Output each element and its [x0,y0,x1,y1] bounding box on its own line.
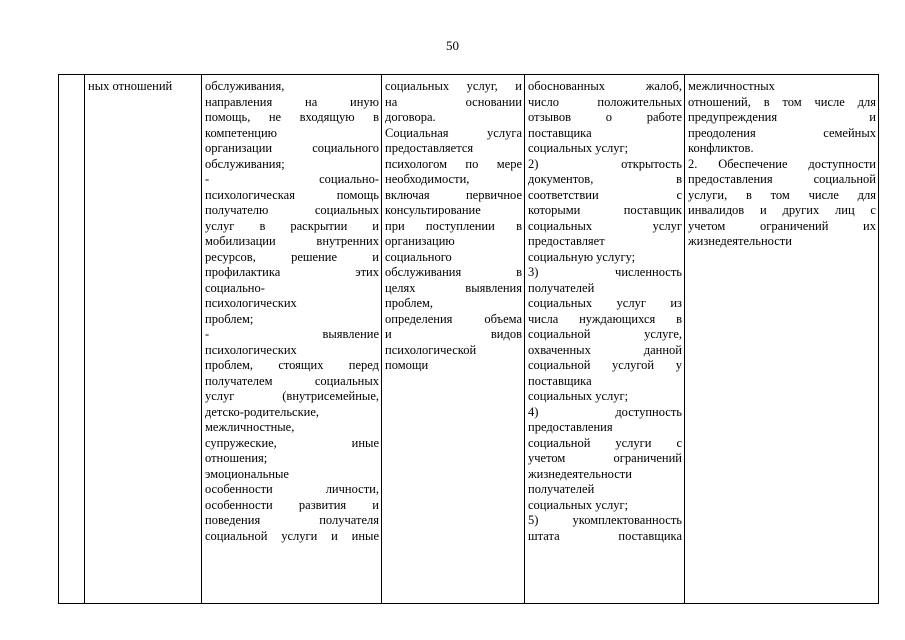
table-cell-relations [85,75,202,604]
cell-text-line: мобилизации внутренних [205,234,379,248]
cell-text-line: детско-родительские, [205,404,320,419]
cell-text-line: - социально- [205,172,379,186]
cell-text-line: обслуживания в [385,265,522,279]
cell-text-line: документов, в [528,172,682,186]
cell-text-line: Социальная услуга [385,125,522,140]
cell-text-line: ных отношений [88,79,173,93]
cell-text-line: 2) открытость [528,156,682,171]
cell-text-line: предоставляется [385,141,474,155]
cell-text-line: соответствии с [528,187,682,202]
cell-text-line: межличностные, [205,420,295,434]
cell-text-line: получателей [528,280,595,295]
cell-text-line: получателей [528,482,595,496]
cell-text-line: инвалидов и других лиц с [688,203,876,217]
cell-text-line: 3) численность [528,265,682,279]
cell-text-line: договора. [385,110,436,124]
cell-text-line: целях выявления [385,280,522,295]
table-cell-service-description [202,75,382,604]
table-cell-service-conditions [382,75,525,604]
cell-text-line: социальных услуг [528,218,682,233]
table-row [59,75,879,604]
cell-text-line: необходимости, [385,172,470,186]
cell-text-line: организации социального [205,141,379,155]
cell-text-line: поставщика [528,373,592,388]
page-number: 50 [446,38,459,53]
cell-text-line: получателем социальных [205,373,379,388]
cell-text-line: услуги, в том числе для [688,187,876,202]
cell-text-line: помощь, не входящую в [205,110,379,124]
cell-text-line: эмоциональные [205,466,289,481]
cell-text-line: социальную услугу; [528,249,636,264]
cell-text-line: социального [385,249,452,264]
cell-text-line: обслуживания; [205,156,285,171]
cell-text-line: при поступлении в [385,218,522,233]
table-cell-index [59,75,85,604]
cell-text-line: социальных услуг, и [385,79,522,93]
cell-text-line: особенности личности, [205,482,379,496]
cell-text-line: социальных услуг; [528,497,629,512]
cell-text-line: межличностных [688,79,775,93]
cell-text-line: учетом ограничений [528,451,682,465]
cell-text-line: которыми поставщик [528,203,682,217]
cell-text-line: охваченных данной [528,342,682,357]
cell-text-line: предоставления социальной [688,172,876,186]
cell-text-line: ресурсов, решение и [205,249,379,264]
services-table [58,74,879,604]
cell-text-line: 2. Обеспечение доступности [688,156,876,171]
cell-text-line: предоставляет [528,234,605,248]
cell-text-line: психологических [205,342,297,357]
cell-text-line: жизнедеятельности [688,234,792,248]
cell-text-line: социальной услуги с [528,435,682,450]
cell-text-line: предоставления [528,420,613,434]
cell-text-line: поставщика [528,125,592,140]
cell-text-line: жизнедеятельности [528,466,632,481]
cell-text-line: отзывов о работе [528,110,682,124]
cell-text-line: на основании [385,94,522,109]
cell-text-line: получателю социальных [205,203,379,217]
cell-text-line: психологическая помощь [205,187,379,202]
cell-text-line: социальной услуги и иные [205,528,379,543]
cell-text-line: штата поставщика [528,528,682,543]
cell-text-line: социальных услуг из [528,296,682,310]
cell-text-line: обоснованных жалоб, [528,79,682,93]
cell-text-line: проблем, стоящих перед [205,358,379,372]
cell-text-line: услуг (внутрисемейные, [205,389,379,403]
cell-text-line: включая первичное [385,187,522,202]
cell-text-line: конфликтов. [688,141,754,155]
cell-text-line: организацию [385,234,455,248]
cell-text-line: 5) укомплектованность [528,513,682,527]
cell-text-line: социально- [205,280,265,295]
cell-text-line: помощи [385,358,429,372]
table-cell-quality-indicators [525,75,685,604]
cell-text-line: социальной услугой у [528,358,682,372]
cell-text-line: проблем; [205,311,254,326]
cell-text-line: учетом ограничений их [688,218,876,233]
cell-text-line: число положительных [528,94,682,109]
cell-text-line: обслуживания, [205,79,285,93]
cell-text-line: психологических [205,296,297,310]
cell-text-line: проблем, [385,296,434,310]
cell-text-line: и видов [385,327,522,341]
cell-text-line: особенности развития и [205,497,379,512]
cell-text-line: социальной услуге, [528,327,682,341]
cell-text-line: психологом по мере [385,156,522,171]
table-cell-service-goals [685,75,879,604]
cell-text-line: преодоления семейных [688,125,876,140]
cell-text-line: отношения; [205,451,268,465]
cell-text-line: компетенцию [205,125,278,140]
cell-text-line: социальных услуг; [528,389,629,403]
cell-text-line: профилактика этих [205,265,379,279]
cell-text-line: поведения получателя [205,513,379,527]
cell-text-line: 4) доступность [528,404,682,419]
cell-text-line: определения объема [385,311,522,326]
cell-text-line: - выявление [205,327,379,341]
cell-text-line: числа нуждающихся в [528,311,682,326]
cell-text-line: социальных услуг; [528,141,629,155]
cell-text-line: предупреждения и [688,110,876,124]
cell-text-line: супружеские, иные [205,435,379,450]
cell-text-line: психологической [385,342,477,357]
cell-text-line: отношений, в том числе для [688,94,876,109]
cell-text-line: услуг в раскрытии и [205,218,379,233]
cell-text-line: направления на иную [205,94,379,109]
cell-text-line: консультирование [385,203,481,217]
